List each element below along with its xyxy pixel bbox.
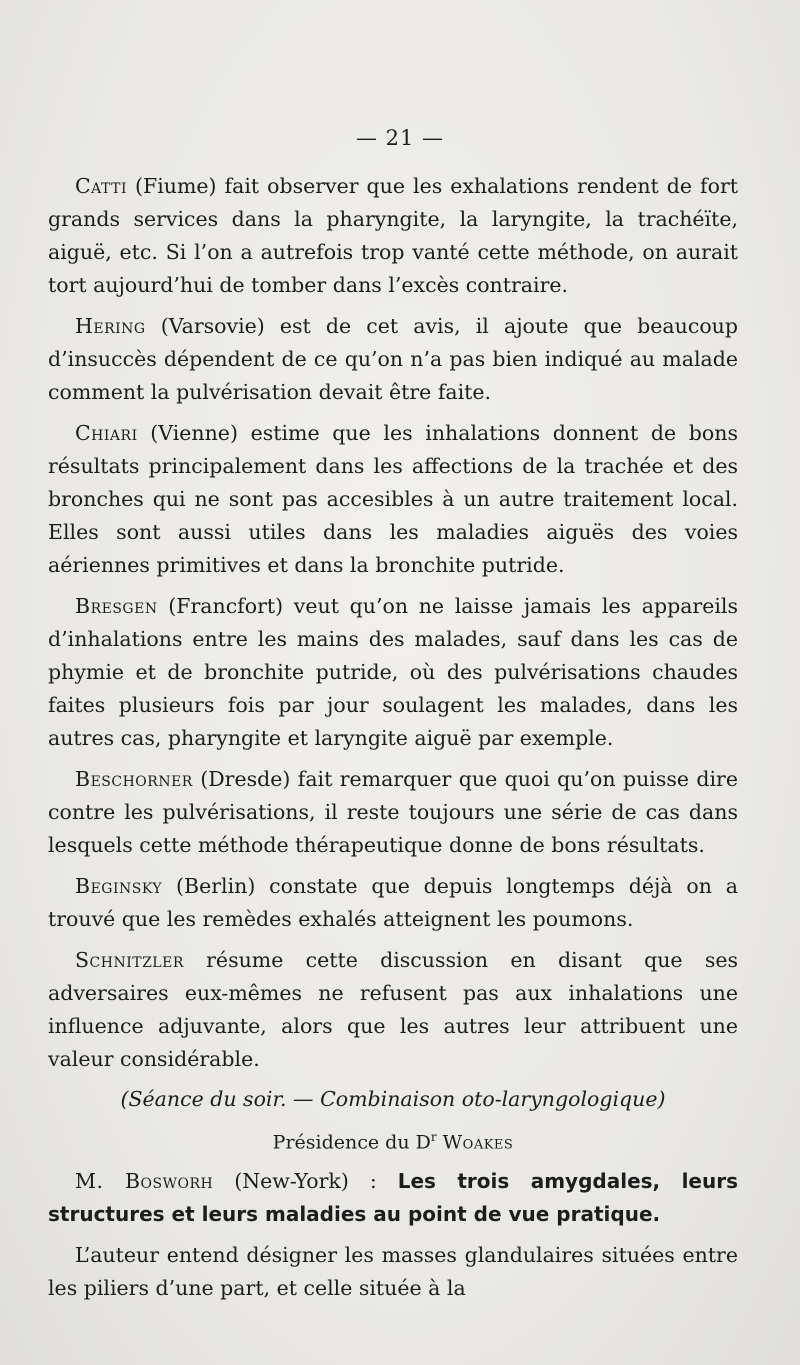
presidence-prefix: Présidence du D bbox=[272, 1131, 431, 1154]
session-heading: (Séance du soir. — Combinaison oto-laryngologique) bbox=[120, 1087, 666, 1111]
paragraph-text: (Francfort) veut qu’on ne laisse jamais les appareils d’inhalations entre les mains des malades, sauf dans les cas de phymie et de bronchite putride, où des pulvérisations chaudes faites plusieurs fois par jour soulagent les malades, dans les autres cas, pharyngite et laryngite aiguë par exemple. bbox=[48, 594, 738, 750]
presidence-name: Woakes bbox=[442, 1131, 514, 1154]
paragraph-text: (Berlin) constate que depuis longtemps déjà on a trouvé que les remèdes exhalés atteignent les poumons. bbox=[48, 874, 738, 931]
body-text bbox=[48, 170, 738, 1313]
speaker-place: (New-York) : bbox=[213, 1169, 398, 1194]
paragraph-text: (Varsovie) est de cet avis, il ajoute que beaucoup d’insuccès dépendent de ce qu’on n’a pas bien indiqué au malade comment la pulvérisation devait être faite. bbox=[48, 314, 738, 404]
paragraph-schnitzler bbox=[48, 944, 738, 1076]
paragraph-text: (Vienne) estime que les inhalations donnent de bons résultats principalement dans les affections de la trachée et des bronches qui ne sont pas accesibles à un autre traitement local. Elles sont aussi utiles dans les maladies aiguës des voies aériennes primitives et dans la bronchite putride. bbox=[48, 421, 738, 577]
speaker-name: Beschorner bbox=[75, 767, 193, 791]
paragraph-bosworth bbox=[48, 1165, 738, 1231]
speaker-name: Catti bbox=[75, 174, 127, 198]
page-number: — 21 — bbox=[355, 126, 445, 150]
speaker-name: Beginsky bbox=[75, 874, 163, 898]
paragraph-chiari bbox=[48, 417, 738, 582]
presidence-line bbox=[48, 1122, 738, 1157]
speaker-name: Bresgen bbox=[75, 594, 158, 618]
paragraph-beschorner bbox=[48, 763, 738, 862]
speaker-name: Schnitzler bbox=[75, 948, 184, 972]
speaker-name: Chiari bbox=[75, 421, 138, 445]
presidence-sup: r bbox=[430, 1130, 437, 1144]
paragraph-catti bbox=[48, 170, 738, 302]
paragraph-text: (Dresde) fait remarquer que quoi qu’on puisse dire contre les pulvérisations, il reste toujours une série de cas dans lesquels cette méthode thérapeutique donne de bons résultats. bbox=[48, 767, 738, 857]
paragraph-beginsky bbox=[48, 870, 738, 936]
paragraph-hering bbox=[48, 310, 738, 409]
paragraph-bresgen bbox=[48, 590, 738, 755]
speaker-name: Hering bbox=[75, 314, 146, 338]
paragraph-text: résume cette discussion en disant que ses adversaires eux-mêmes ne refusent pas aux inhalations une influence adjuvante, alors que les autres leur attribuent une valeur considérable. bbox=[48, 948, 738, 1071]
paragraph-text: (Fiume) fait observer que les exhalations rendent de fort grands services dans la pharyngite, la laryngite, la trachéïte, aiguë, etc. Si l’on a autrefois trop vanté cette méthode, on aurait tort aujourd’hui de tomber dans l’excès contraire. bbox=[48, 174, 738, 297]
speaker-name: M. Bosworh bbox=[75, 1169, 214, 1194]
communication-title: Les trois amygdales, leurs structures et leurs maladies au point de vue pratique. bbox=[48, 1169, 738, 1227]
paragraph-last: L’auteur entend désigner les masses glandulaires situées entre les piliers d’une part, et celle située à la bbox=[48, 1243, 738, 1301]
